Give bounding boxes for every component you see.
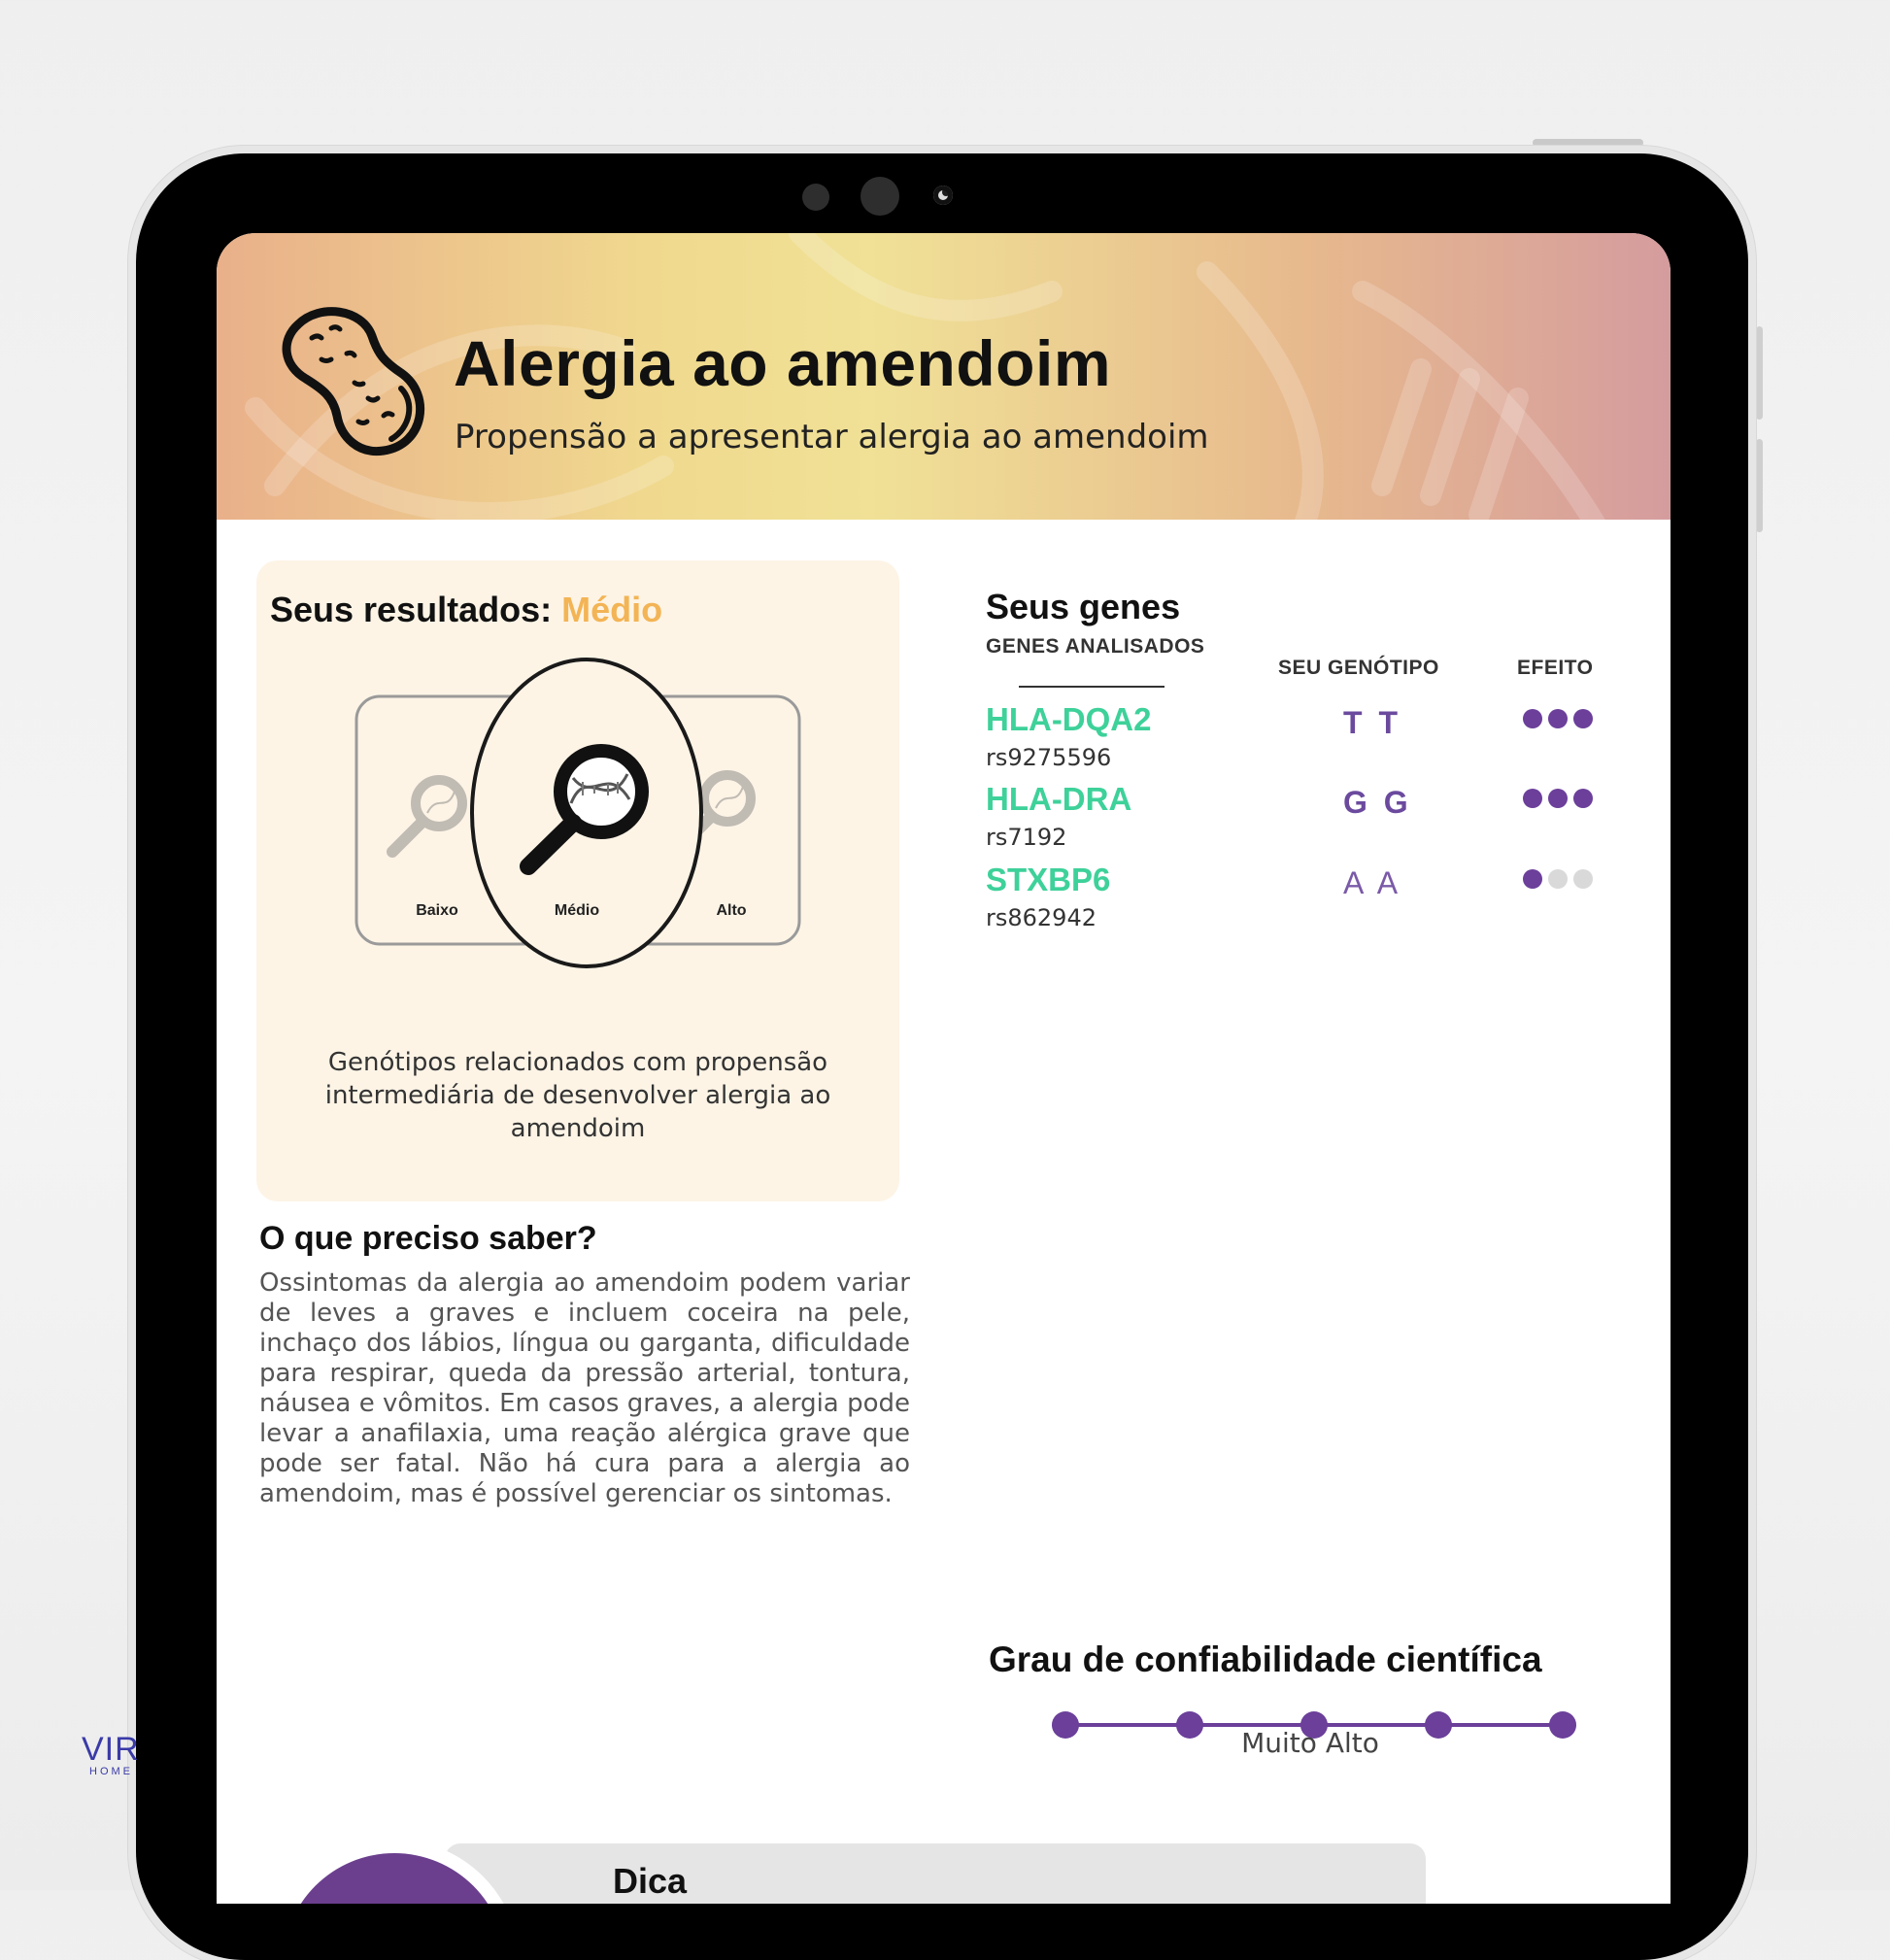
results-heading <box>270 590 662 630</box>
gene-row <box>986 781 1627 859</box>
camera-sensor <box>802 184 829 211</box>
page-subtitle: Propensão a apresentar alergia ao amendoim <box>455 418 1209 456</box>
gene-genotype: G G <box>1343 785 1412 820</box>
know-body: Ossintomas da alergia ao amendoim podem variar de leves a graves e incluem coceira na pele, inchaço dos lábios, língua ou garganta, dificuldade para respirar, queda da pressão arterial, tontura, náusea e vômitos. Em casos graves, a alergia pode levar a anafilaxia, uma reação alérgica grave que pode ser fatal. Não há cura para a alergia ao amendoim, mas é possível gerenciar os sintomas. <box>259 1268 910 1508</box>
effect-dot <box>1573 869 1593 889</box>
confidence-dot <box>1549 1711 1576 1739</box>
effect-dot <box>1548 709 1568 728</box>
brand-logo-sub: HOME <box>89 1766 133 1777</box>
gene-rsid: rs862942 <box>986 904 1097 931</box>
gene-rsid: rs7192 <box>986 824 1067 851</box>
gene-row <box>986 701 1627 779</box>
peanut-icon <box>277 301 432 456</box>
gene-row <box>986 862 1627 939</box>
effect-dots <box>1523 869 1593 889</box>
effect-dot <box>1573 789 1593 808</box>
effect-dot <box>1523 789 1542 808</box>
gene-name: HLA-DQA2 <box>986 701 1152 737</box>
brand-logo: VIR <box>82 1731 140 1768</box>
scale-label-low: Baixo <box>416 902 458 919</box>
risk-scale-illustration <box>354 658 810 978</box>
tips-label: Dica <box>613 1861 688 1901</box>
results-heading-label: Seus resultados: <box>270 590 553 629</box>
effect-dots <box>1523 789 1593 808</box>
confidence-dot <box>1176 1711 1203 1739</box>
header-banner <box>217 233 1671 520</box>
scale-label-medium: Médio <box>554 902 600 919</box>
col-genotype: SEU GENÓTIPO <box>1278 657 1439 679</box>
gene-rsid: rs9275596 <box>986 744 1112 771</box>
tablet-volume-up-button <box>1756 326 1763 420</box>
confidence-dot <box>1425 1711 1452 1739</box>
results-description: Genótipos relacionados com propensão intermediária de desenvolver alergia ao amendoim <box>324 1048 831 1143</box>
tablet-volume-down-button <box>1756 439 1763 532</box>
results-card <box>256 560 899 1201</box>
col-effect: EFEITO <box>1517 657 1594 679</box>
col-genes-analyzed: GENES ANALISADOS <box>986 635 1205 658</box>
gene-name: HLA-DRA <box>986 781 1132 817</box>
effect-dot <box>1573 709 1593 728</box>
tips-card <box>445 1843 1426 1904</box>
results-level: Médio <box>561 590 663 629</box>
confidence-heading: Grau de confiabilidade científica <box>989 1639 1542 1679</box>
effect-dot <box>1523 709 1542 728</box>
effect-dots <box>1523 709 1593 728</box>
gene-genotype: T T <box>1343 705 1401 740</box>
screen <box>217 233 1671 1904</box>
know-heading: O que preciso saber? <box>259 1220 597 1257</box>
effect-dot <box>1548 789 1568 808</box>
confidence-dot <box>1052 1711 1079 1739</box>
confidence-value: Muito Alto <box>1241 1727 1379 1759</box>
genes-divider <box>1019 686 1164 688</box>
camera-flash <box>933 186 953 205</box>
gene-genotype: A A <box>1343 865 1402 900</box>
camera-lens <box>861 177 899 216</box>
gene-name: STXBP6 <box>986 862 1111 897</box>
genes-heading: Seus genes <box>986 587 1181 626</box>
tablet-top-button <box>1533 139 1643 147</box>
page-title: Alergia ao amendoim <box>454 327 1112 399</box>
scale-label-high: Alto <box>716 902 747 919</box>
effect-dot <box>1523 869 1542 889</box>
effect-dot <box>1548 869 1568 889</box>
